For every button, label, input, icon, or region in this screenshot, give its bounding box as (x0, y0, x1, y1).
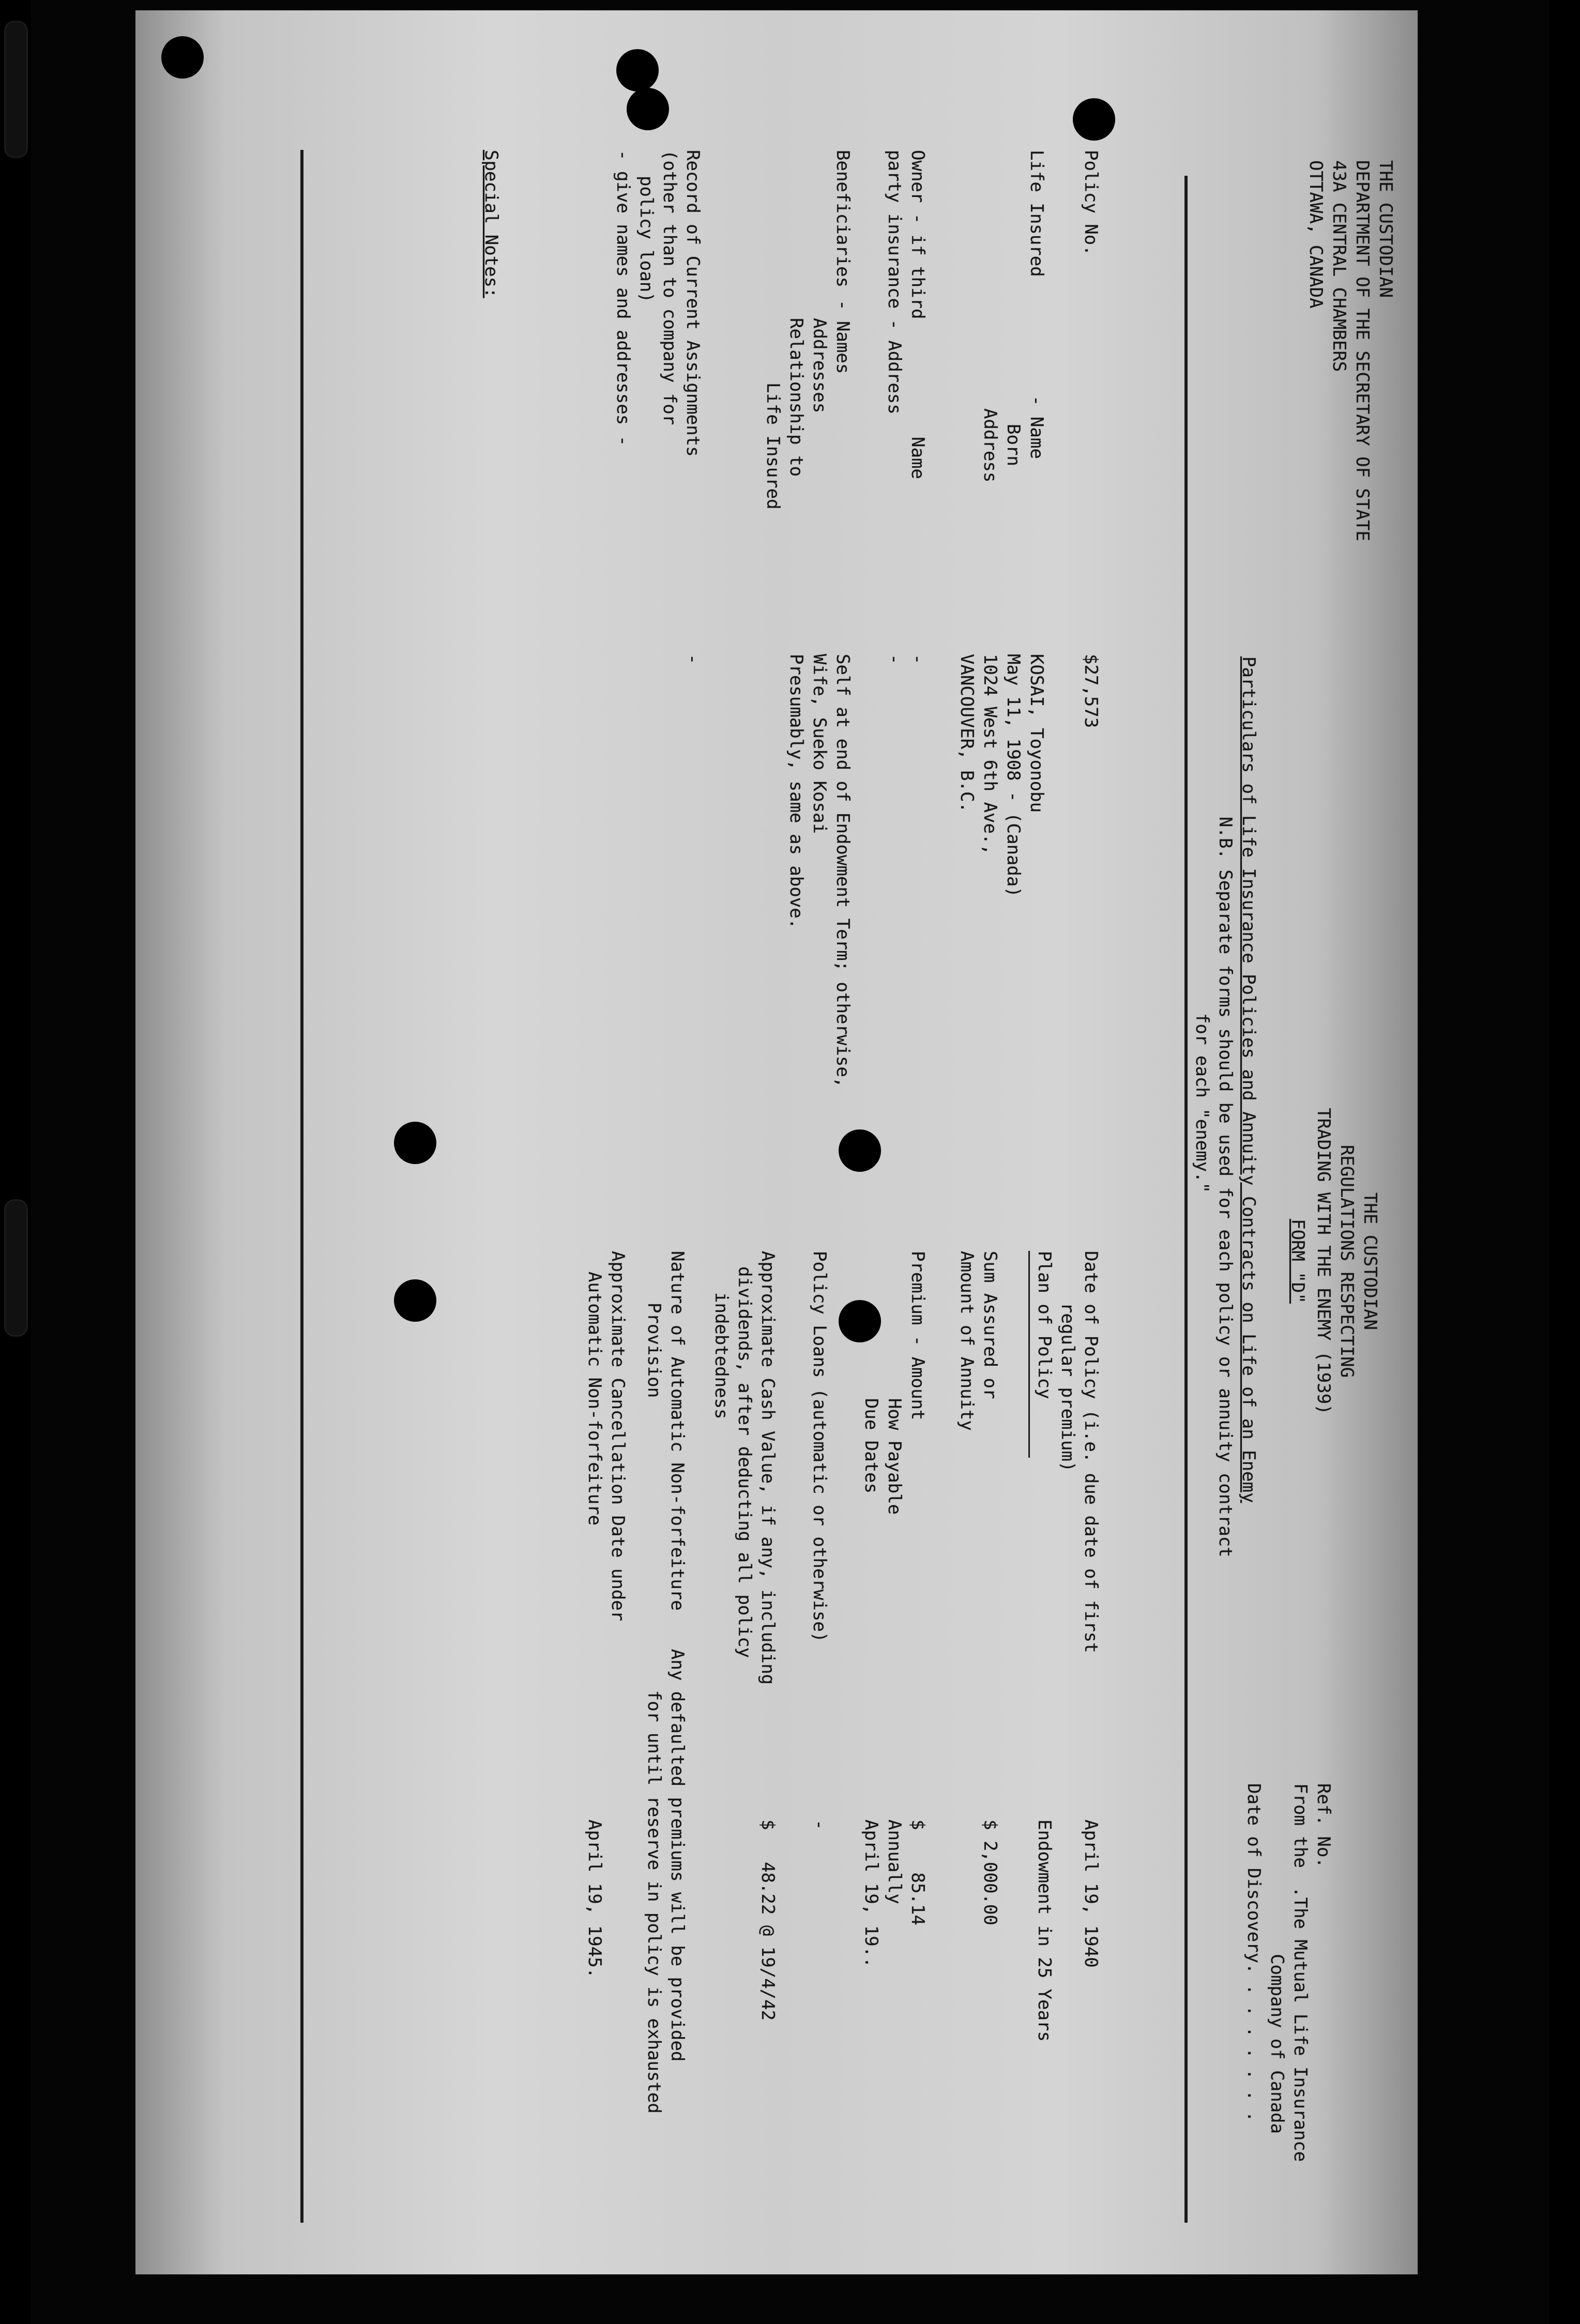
form-title: Particulars of Life Insurance Policies and Annuity Contracts on Life of an Enemy (1238, 656, 1259, 1503)
sum-label: Amount of Annuity (956, 1251, 977, 1431)
address-label: Address (980, 408, 1000, 483)
address-value: VANCOUVER, B.C. (956, 654, 977, 813)
cash-value: $ 48.22 @ 19/4/42 (757, 1820, 778, 2021)
nonforfeiture-label: Nature of Automatic Non-forfeiture (667, 1251, 688, 1611)
bottom-rule (300, 150, 303, 2223)
cancellation-value: April 19, 1945. (584, 1820, 605, 1979)
form-label: FORM "D" (1287, 1219, 1308, 1304)
sum-value: $ 2,000.00 (980, 1820, 1000, 1925)
assignments-label: - give names and addresses - (613, 150, 633, 447)
name-label: - Name (1026, 395, 1047, 459)
premium-label: Premium - Amount (907, 1251, 928, 1420)
beneficiary-names-label: - Names (832, 300, 853, 374)
ref-company: .The Mutual Life Insurance (1290, 1887, 1311, 2162)
ref-from-label: From the (1290, 1783, 1311, 1868)
sprocket-hole (4, 1199, 28, 1337)
loans-value: - (809, 1820, 830, 1830)
assignments-value: - (682, 654, 703, 665)
form-note: N.B. Separate forms should be used for each policy or annuity contract (1215, 817, 1236, 1557)
issuer-line: THE CUSTODIAN (1375, 160, 1396, 298)
plan-label: Plan of Policy (1034, 1251, 1055, 1399)
beneficiary-value: Wife, Sueko Kosai (809, 654, 830, 834)
sprocket-hole (4, 21, 28, 158)
born-label: Born (1003, 424, 1024, 466)
assignments-label: policy loan) (636, 176, 657, 303)
form-note: for each "enemy." (1192, 1013, 1212, 1193)
ref-number-label: Ref. No. (1313, 1783, 1334, 1868)
assignments-label: (other than to company for (659, 150, 680, 425)
cancellation-label: Approximate Cancellation Date under (607, 1251, 628, 1622)
how-payable-label: How Payable (884, 1398, 905, 1515)
nonforfeiture-label: Provision (644, 1303, 664, 1398)
issuer-line: OTTAWA, CANADA (1305, 160, 1326, 309)
cash-value-label: indebtedness (711, 1292, 732, 1419)
beneficiaries-label: Beneficiaries (832, 150, 853, 288)
beneficiary-relationship-label: Life Insured (763, 383, 783, 510)
beneficiary-addresses-label: Addresses (809, 318, 830, 414)
nonforfeiture-value: for until reserve in policy is exhausted (644, 1690, 664, 2114)
ref-discovery: Date of Discovery. . . . . . . . (1243, 1783, 1264, 2122)
issuer-line: 43A CENTRAL CHAMBERS (1329, 160, 1349, 372)
policy-date-label: regular premium) (1057, 1303, 1078, 1472)
assignments-label: Record of Current Assignments (682, 150, 703, 457)
rotated-form (135, 10, 1418, 2274)
beneficiary-relationship-label: Relationship to (786, 318, 807, 477)
owner-label: party insurance - Address (884, 150, 905, 415)
heading-line: THE CUSTODIAN (1360, 1192, 1380, 1331)
premium-value: $ 85.14 (907, 1820, 928, 1925)
underline-rule (1028, 1251, 1030, 1458)
owner-label: Owner - if third (907, 150, 928, 319)
name-value: KOSAI, Toyonobu (1026, 654, 1047, 813)
heading-line: REGULATIONS RESPECTING (1336, 1144, 1357, 1378)
nonforfeiture-value: Any defaulted premiums will be provided (667, 1649, 688, 2062)
owner-name-value: - (907, 654, 928, 665)
policy-no-value: $27,573 (1081, 654, 1101, 728)
beneficiary-value: Self at end of Endowment Term; otherwise, (832, 654, 853, 1088)
address-value: 1024 West 6th Ave., (980, 654, 1000, 855)
top-rule (1184, 176, 1188, 2223)
policy-date-value: April 19, 1940 (1081, 1820, 1101, 1968)
owner-address-value: - (884, 654, 905, 665)
issuer-line: DEPARTMENT OF THE SECRETARY OF STATE (1352, 160, 1373, 541)
beneficiary-value: Presumably, same as above. (786, 654, 807, 929)
plan-value: Endowment in 25 Years (1034, 1820, 1055, 2042)
film-edge-right (1549, 0, 1580, 2324)
ref-company: Company of Canada (1267, 1954, 1287, 2134)
heading-line: TRADING WITH THE ENEMY (1939) (1313, 1108, 1334, 1415)
policy-date-label: Date of Policy (i.e. due date of first (1081, 1251, 1101, 1653)
special-notes-label: Special Notes: (481, 150, 502, 298)
loans-label: Policy Loans (automatic or otherwise) (809, 1251, 830, 1643)
how-payable-value: Annually (884, 1820, 905, 1904)
born-value: May 11, 1908 - (Canada) (1003, 654, 1024, 897)
due-dates-label: Due Dates (861, 1398, 882, 1494)
life-insured-label: Life Insured (1026, 150, 1047, 277)
due-dates-value: April 19, 19.. (861, 1820, 882, 1968)
owner-name-label: Name (907, 437, 928, 479)
sum-label: Sum Assured or (980, 1251, 1000, 1399)
cash-value-label: dividends, after deducting all policy (734, 1266, 755, 1658)
policy-no-label: Policy No. (1081, 150, 1101, 256)
cash-value-label: Approximate Cash Value, if any, including (757, 1251, 778, 1685)
film-edge-left (0, 0, 31, 2324)
cancellation-label: Automatic Non-forfeiture (584, 1272, 605, 1526)
document-sheet (135, 10, 1418, 2274)
